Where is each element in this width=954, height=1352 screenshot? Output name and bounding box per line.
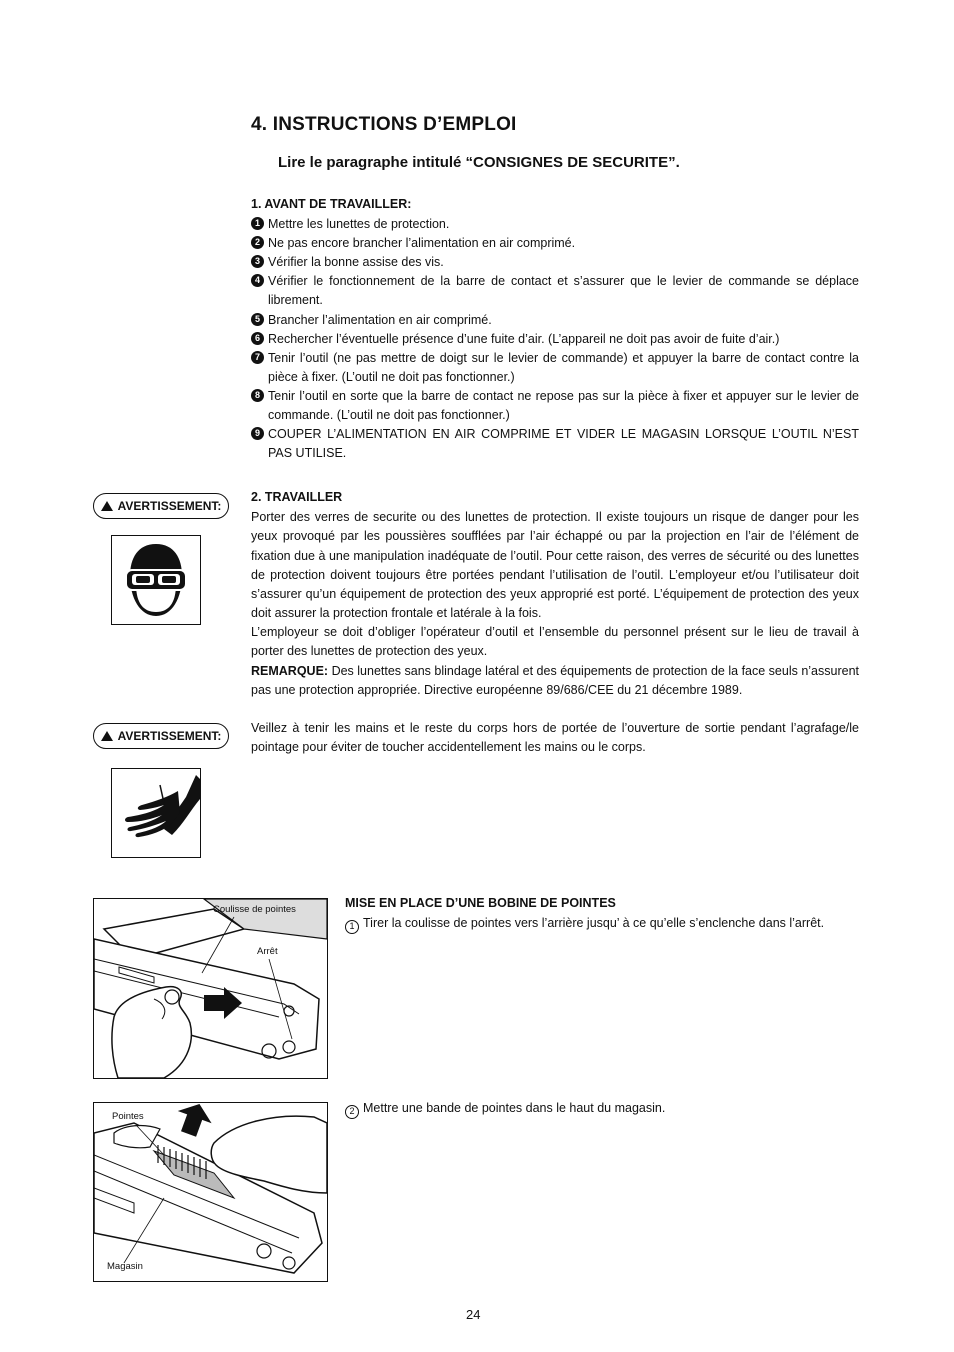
item-number: 7 xyxy=(251,351,264,364)
remark-paragraph xyxy=(251,662,859,701)
step-2 xyxy=(345,1099,859,1120)
checklist-item xyxy=(251,234,859,253)
safety-goggles-icon xyxy=(112,536,200,624)
item-number: 1 xyxy=(251,217,264,230)
checklist-item xyxy=(251,387,859,425)
section2-heading: 2. TRAVAILLER xyxy=(251,490,343,504)
label-magazine: Magasin xyxy=(107,1261,143,1272)
checklist-item xyxy=(251,330,859,349)
warning-badge xyxy=(93,723,229,749)
page-title: 4. INSTRUCTIONS D’EMPLOI xyxy=(251,114,517,135)
employer-paragraph: L’employeur se doit d’obliger l’opérateur d’outil et l’ensemble du personnel présent sur le lieu de travail à porter des lunettes de protection des yeux. xyxy=(251,625,859,659)
hand-hazard-pictogram xyxy=(111,768,201,858)
step-1 xyxy=(345,914,859,935)
item-text: Vérifier la bonne assise des vis. xyxy=(268,255,444,269)
safety-goggles-pictogram xyxy=(111,535,201,625)
figure-nail-slide xyxy=(93,898,328,1079)
checklist-item xyxy=(251,425,859,463)
label-stop: Arrêt xyxy=(257,946,278,957)
item-number: 5 xyxy=(251,313,264,326)
step-text: Tirer la coulisse de pointes vers l’arrière jusqu’ à ce qu’elle s’enclenche dans l’arrêt. xyxy=(363,916,825,930)
warning-triangle-icon xyxy=(101,731,113,741)
hand-hazard-icon xyxy=(112,769,200,857)
item-text: Brancher l’alimentation en air comprimé. xyxy=(268,313,492,327)
item-number: 4 xyxy=(251,274,264,287)
section1-heading: 1. AVANT DE TRAVAILLER: xyxy=(251,197,412,211)
remark-text: Des lunettes sans blindage latéral et des équipements de protection de la face seuls n’assurent pas une protection appropriée. Directive européenne 89/686/CEE du 21 décembre 1989. xyxy=(251,664,859,698)
page-number: 24 xyxy=(466,1307,481,1322)
warning-badge xyxy=(93,493,229,519)
item-text: Mettre les lunettes de protection. xyxy=(268,217,450,231)
warning-label: AVERTISSEMENT: xyxy=(117,499,222,513)
figure-insert-nails xyxy=(93,1102,328,1282)
item-text: Vérifier le fonctionnement de la barre de contact et s’assurer que le levier de commande se déplace librement. xyxy=(268,274,859,308)
label-nails: Pointes xyxy=(112,1111,144,1122)
item-text: Tenir l’outil en sorte que la barre de contact ne repose pas sur la pièce à fixer et appuyer sur le levier de commande. (L’outil ne doit pas fonctionner.) xyxy=(268,389,859,423)
checklist-item xyxy=(251,311,859,330)
warning-triangle-icon xyxy=(101,501,113,511)
step-text: Mettre une bande de pointes dans le haut du magasin. xyxy=(363,1101,666,1115)
eye-protection-paragraph: Porter des verres de securite ou des lunettes de protection. Il existe toujours un risque de danger pour les yeux provoqué par les poussières soufflées par l’air échappé ou par la projection en l’air de l’élément de fixation due à une manipulation inadéquate de l’outil. Pour cette raison, des verres de sécurité ou des lunettes de protection doivent toujours être portées pendant l’utilisation de l’outil. L’employeur et/ou l’utilisateur doit s’assurer qu’un équipement de protection des yeux approprié est porté. L’équipement de protection des yeux doit assurer la protection frontale et latérale à la fois. xyxy=(251,510,859,621)
checklist-item xyxy=(251,253,859,272)
item-number: 3 xyxy=(251,255,264,268)
item-number: 8 xyxy=(251,389,264,402)
checklist-item xyxy=(251,272,859,310)
safety-reminder: Lire le paragraphe intitulé “CONSIGNES DE SECURITE”. xyxy=(278,154,680,171)
item-number: 6 xyxy=(251,332,264,345)
item-number: 9 xyxy=(251,427,264,440)
item-text: COUPER L’ALIMENTATION EN AIR COMPRIME ET VIDER LE MAGASIN LORSQUE L’OUTIL N’EST PAS UTILISE. xyxy=(268,427,859,461)
step-number: 2 xyxy=(345,1105,359,1119)
hands-paragraph: Veillez à tenir les mains et le reste du corps hors de portée de l’ouverture de sortie pendant l’agrafage/le pointage pour éviter de toucher accidentellement les mains ou le corps. xyxy=(251,721,859,755)
item-number: 2 xyxy=(251,236,264,249)
item-text: Rechercher l’éventuelle présence d’une fuite d’air. (L’appareil ne doit pas avoir de fuite d’air.) xyxy=(268,332,780,346)
item-text: Ne pas encore brancher l’alimentation en air comprimé. xyxy=(268,236,576,250)
remark-label: REMARQUE: xyxy=(251,664,329,678)
label-nail-slide: Coulisse de pointes xyxy=(213,904,296,915)
step-number: 1 xyxy=(345,920,359,934)
section3-heading: MISE EN PLACE D’UNE BOBINE DE POINTES xyxy=(345,896,616,910)
warning-label: AVERTISSEMENT: xyxy=(117,729,222,743)
nailer-magazine-drawing xyxy=(94,899,327,1078)
magazine-loading-drawing xyxy=(94,1103,327,1281)
checklist-item xyxy=(251,349,859,387)
checklist-item xyxy=(251,215,859,234)
item-text: Tenir l’outil (ne pas mettre de doigt sur le levier de commande) et appuyer la barre de contact contre la pièce à fixer. (L’outil ne doit pas fonctionner.) xyxy=(268,351,859,385)
